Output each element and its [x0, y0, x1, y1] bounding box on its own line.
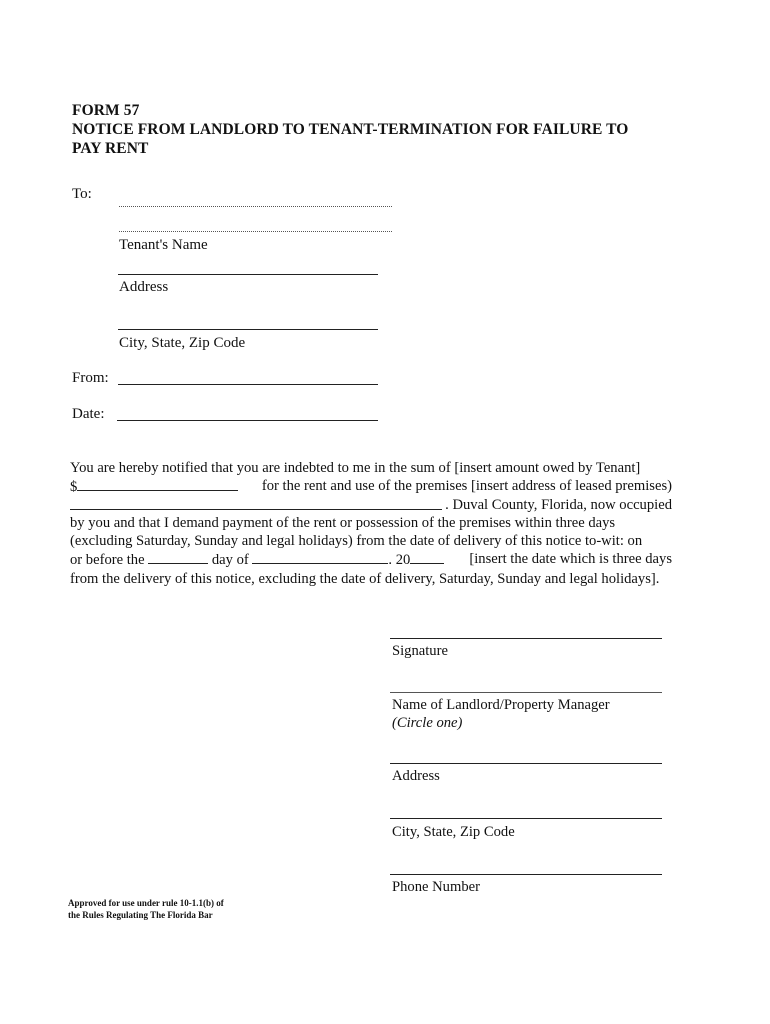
- tenant-address-line[interactable]: [118, 329, 378, 330]
- amount-owed-blank[interactable]: [77, 477, 238, 491]
- form-title-line-1: NOTICE FROM LANDLORD TO TENANT-TERMINATION FOR FAILURE TO: [72, 121, 629, 138]
- tenant-address-label: Address: [119, 279, 169, 295]
- notice-line-6-text: [insert the date which is three days: [469, 551, 672, 568]
- to-label: To:: [72, 186, 92, 202]
- approval-note-line-1: Approved for use under rule 10-1.1(b) of: [68, 898, 224, 908]
- landlord-city-state-zip-line[interactable]: [390, 818, 662, 819]
- notice-line-7: [70, 570, 672, 588]
- notice-line-1: [70, 459, 672, 477]
- premises-address-blank[interactable]: [70, 496, 442, 510]
- form-title: [72, 101, 628, 158]
- or-before-the-text: or before the: [70, 552, 145, 569]
- notice-line-5: [70, 532, 672, 550]
- signature-label: Signature: [392, 643, 448, 659]
- month-blank[interactable]: [252, 550, 388, 564]
- approval-note: [68, 897, 224, 921]
- notice-line-2-text: for the rent and use of the premises [insert address of leased premises): [261, 478, 672, 495]
- landlord-name-line[interactable]: [390, 692, 662, 693]
- approval-note-line-2: the Rules Regulating The Florida Bar: [68, 910, 213, 920]
- notice-line-1-text: You are hereby notified that you are indebted to me in the sum of [insert amount owed by Tenant]: [70, 460, 641, 476]
- day-of-text: day of: [211, 552, 249, 569]
- landlord-city-state-zip-label: City, State, Zip Code: [392, 824, 515, 840]
- landlord-address-line[interactable]: [390, 763, 662, 764]
- notice-line-6: [70, 550, 672, 569]
- to-blank-line-1[interactable]: [119, 206, 392, 207]
- year-prefix-text: . 20: [388, 552, 411, 569]
- tenant-name-label: Tenant's Name: [119, 237, 208, 253]
- notice-line-3: [70, 496, 672, 514]
- from-line[interactable]: [118, 384, 378, 385]
- notice-paragraph: [70, 459, 672, 588]
- landlord-name-label: Name of Landlord/Property Manager: [392, 697, 610, 713]
- notice-line-2: [70, 477, 672, 496]
- form-number: FORM 57: [72, 102, 140, 119]
- notice-line-7-text: from the delivery of this notice, excluding the date of delivery, Saturday, Sunday and legal holidays].: [70, 570, 660, 587]
- dollar-sign: $: [70, 479, 78, 496]
- phone-number-line[interactable]: [390, 874, 662, 875]
- circle-one-note: (Circle one): [392, 715, 463, 731]
- day-blank[interactable]: [148, 550, 208, 564]
- tenant-city-state-zip-label: City, State, Zip Code: [119, 335, 246, 351]
- tenant-name-line[interactable]: [118, 274, 378, 275]
- landlord-address-label: Address: [392, 768, 440, 784]
- phone-number-label: Phone Number: [392, 879, 480, 895]
- from-label: From:: [72, 370, 109, 386]
- notice-line-3-text: . Duval County, Florida, now occupied: [445, 497, 672, 514]
- date-line[interactable]: [117, 420, 378, 421]
- year-blank[interactable]: [410, 550, 444, 564]
- notice-line-4-text: by you and that I demand payment of the rent or possession of the premises within three days: [70, 515, 616, 532]
- form-title-line-2: PAY RENT: [72, 140, 149, 157]
- notice-line-5-text: (excluding Saturday, Sunday and legal holidays) from the date of delivery of this notice to-wit: on: [70, 533, 643, 550]
- notice-line-4: [70, 514, 672, 532]
- signature-line[interactable]: [390, 638, 662, 639]
- date-label: Date:: [72, 406, 105, 422]
- to-blank-line-2[interactable]: [119, 231, 392, 232]
